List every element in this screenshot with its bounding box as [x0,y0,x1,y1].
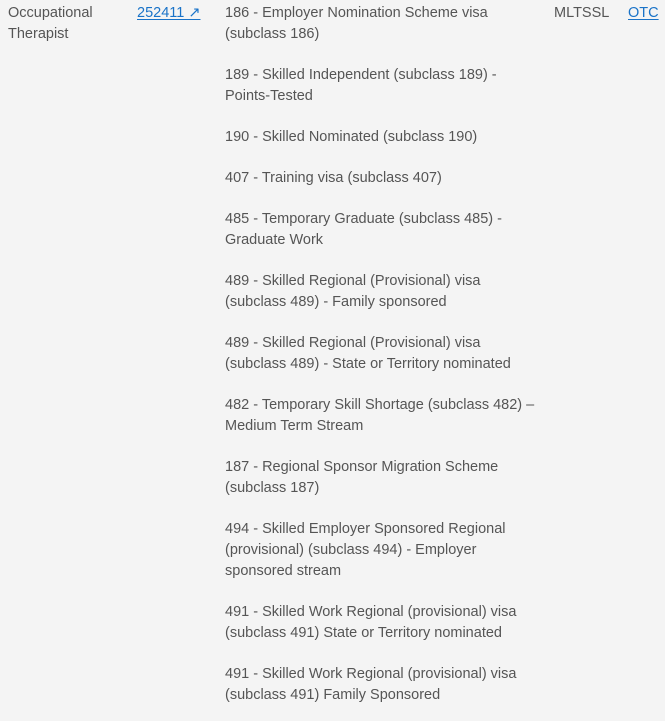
occupation-name: Occupational Therapist [8,5,93,42]
visa-option: 491 - Skilled Work Regional (provisional) visa (subclass 491) Family Sponsored [225,666,517,703]
visa-option: 489 - Skilled Regional (Provisional) visa (subclass 489) - State or Territory nominated [225,335,511,372]
visa-option: 190 - Skilled Nominated (subclass 190) [225,129,478,145]
visa-option: 189 - Skilled Independent (subclass 189) - Points-Tested [225,67,497,104]
skill-list-name: MLTSSL [554,5,610,21]
anzsco-code-link[interactable]: 252411 ↗ [137,5,201,21]
visa-options-cell [225,3,545,706]
visa-option: 494 - Skilled Employer Sponsored Regional (provisional) (subclass 494) - Employer sponsored stream [225,521,506,579]
assessing-authority-cell [628,3,665,24]
visa-option: 482 - Temporary Skill Shortage (subclass 482) – Medium Term Stream [225,397,535,434]
visa-option: 491 - Skilled Work Regional (provisional) visa (subclass 491) State or Territory nominated [225,604,517,641]
anzsco-code-cell [137,3,217,24]
assessing-authority-link[interactable]: OTC [628,5,659,21]
visa-option: 489 - Skilled Regional (Provisional) visa (subclass 489) - Family sponsored [225,273,481,310]
occupation-cell [8,3,128,45]
skill-list-cell [554,3,614,24]
visa-option: 407 - Training visa (subclass 407) [225,170,442,186]
visa-option: 186 - Employer Nomination Scheme visa (subclass 186) [225,5,488,42]
visa-option: 485 - Temporary Graduate (subclass 485) - Graduate Work [225,211,502,248]
visa-option: 187 - Regional Sponsor Migration Scheme (subclass 187) [225,459,499,496]
